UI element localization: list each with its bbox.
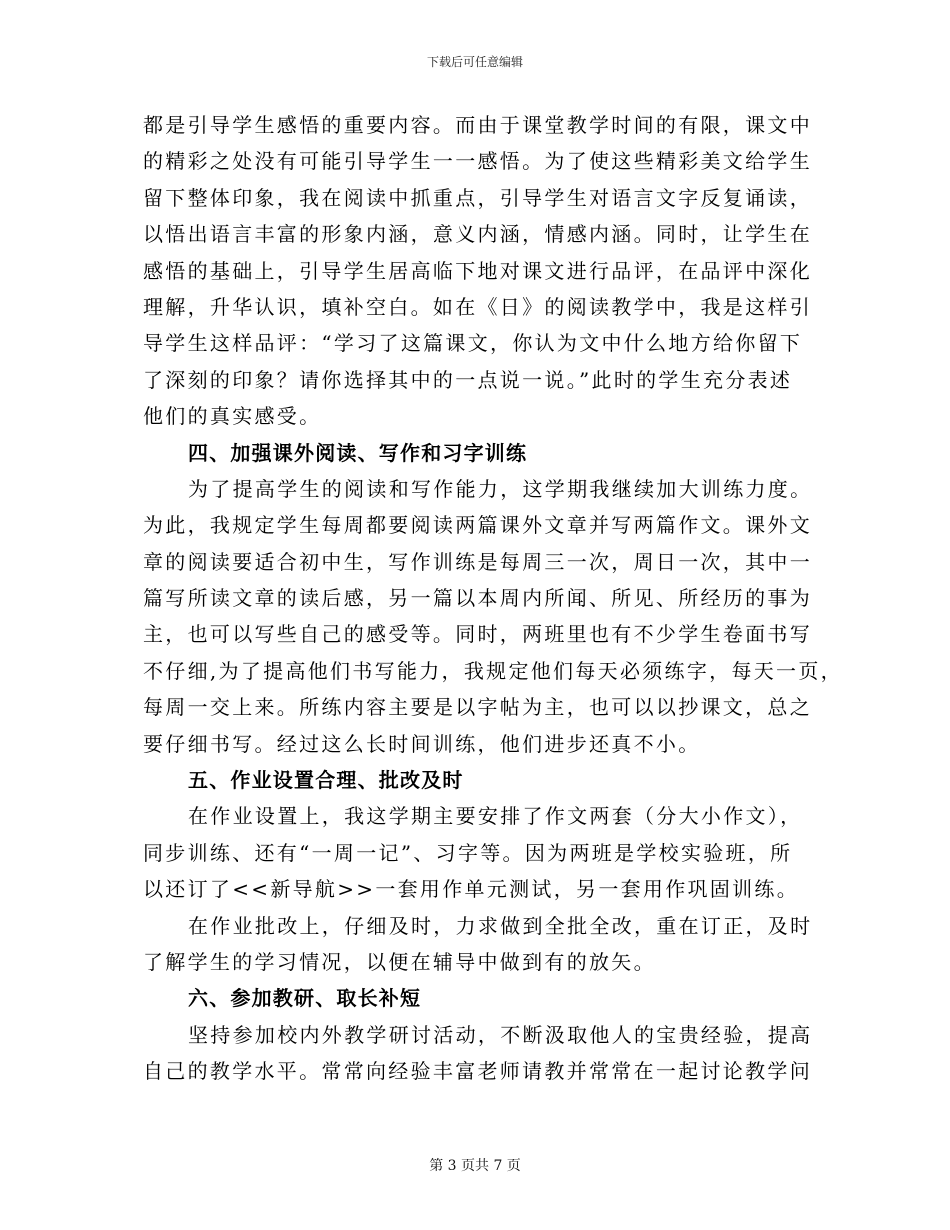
paragraph-line: 了深刻的印象？请你选择其中的一点说一说。”此时的学生充分表述 [143,367,793,392]
paragraph-line: 了解学生的学习情况，以便在辅导中做到有的放矢。 [143,949,656,974]
paragraph-line: 坚持参加校内外教学研讨活动，不断汲取他人的宝贵经验，提高 [188,1022,813,1047]
paragraph-line: 每周一交上来。所练内容主要是以字帖为主，也可以以抄课文，总之 [143,695,812,720]
document-body [143,107,843,1090]
paragraph-line: 为此，我规定学生每周都要阅读两篇课外文章并写两篇作文。课外文 [143,513,812,538]
paragraph-line: 感悟的基础上，引导学生居高临下地对课文进行品评，在品评中深化 [143,258,812,283]
paragraph-line: 理解，升华认识，填补空白。如在《日》的阅读教学中，我是这样引 [143,294,812,319]
paragraph-line: 他们的真实感受。 [143,404,322,429]
paragraph-line: 自己的教学水平。常常向经验丰富老师请教并常常在一起讨论教学问 [143,1059,812,1084]
paragraph-line: 的精彩之处没有可能引导学生一一感悟。为了使这些精彩美文给学生 [143,149,812,174]
paragraph-line: 篇写所读文章的读后感，另一篇以本周内所闻、所见、所经历的事为 [143,586,812,611]
paragraph-line: 章的阅读要适合初中生，写作训练是每周三一次，周日一次，其中一 [143,549,812,574]
section-heading: 六、参加教研、取长补短 [188,986,422,1011]
paragraph-line: 在作业批改上，仔细及时，力求做到全批全改，重在订正，及时 [188,913,813,938]
paragraph-line: 不仔细,为了提高他们书写能力，我规定他们每天必须练字，每天一页， [143,658,843,683]
paragraph-line: 导学生这样品评：“学习了这篇课文，你认为文中什么地方给你留下 [143,331,803,356]
section-heading: 五、作业设置合理、批改及时 [188,768,464,793]
paragraph-line: 在作业设置上，我这学期主要安排了作文两套（分大小作文）， [188,804,803,829]
paragraph-line: 要仔细书写。经过这么长时间训练，他们进步还真不小。 [143,731,701,756]
paragraph-line: 以悟出语言丰富的形象内涵，意义内涵，情感内涵。同时，让学生在 [143,222,812,247]
paragraph-line: 以还订了<<新导航>>一套用作单元测试，另一套用作巩固训练。 [143,877,800,902]
page-header: 下载后可任意编辑 [426,55,523,69]
section-heading: 四、加强课外阅读、写作和习字训练 [188,440,528,465]
page-number: 第 3 页共 7 页 [429,1158,521,1174]
paragraph-line: 留下整体印象，我在阅读中抓重点，引导学生对语言文字反复诵读， [143,185,812,210]
paragraph-line: 同步训练、还有“一周一记”、习字等。因为两班是学校实验班，所 [143,840,793,865]
paragraph-line: 为了提高学生的阅读和写作能力，这学期我继续加大训练力度。 [188,476,813,501]
paragraph-line: 主，也可以写些自己的感受等。同时，两班里也有不少学生卷面书写 [143,622,812,647]
paragraph-line: 都是引导学生感悟的重要内容。而由于课堂教学时间的有限，课文中 [143,113,812,137]
